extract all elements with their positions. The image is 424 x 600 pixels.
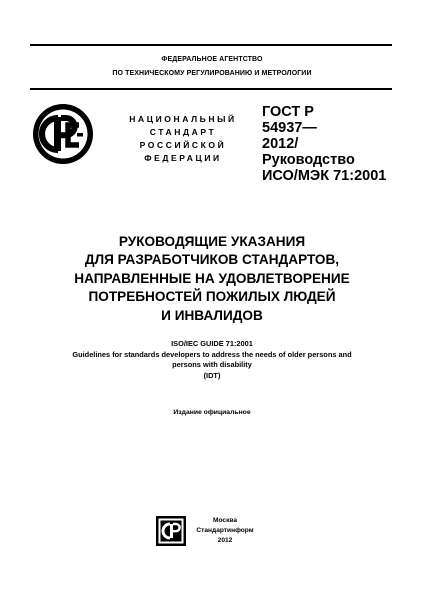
- document-title: [0, 233, 424, 325]
- national-line-1: НАЦИОНАЛЬНЫЙ: [129, 114, 237, 124]
- agency-line-1: ФЕДЕРАЛЬНОЕ АГЕНТСТВО: [161, 56, 263, 63]
- publisher-block: [192, 516, 258, 546]
- agency-line-2: ПО ТЕХНИЧЕСКОМУ РЕГУЛИРОВАНИЮ И МЕТРОЛОГИИ: [112, 70, 312, 77]
- title-line-5: И ИНВАЛИДОВ: [161, 307, 263, 323]
- publisher-city: Москва: [212, 517, 238, 524]
- title-line-3: НАПРАВЛЕННЫЕ НА УДОВЛЕТВОРЕНИЕ: [74, 270, 350, 286]
- publication-year: 2012: [217, 537, 233, 544]
- gost-r-circle-logo-icon: [32, 103, 94, 165]
- header-rule: [30, 88, 392, 90]
- top-rule: [30, 44, 392, 46]
- standard-designation: [262, 104, 402, 184]
- english-line-4: (IDT): [203, 370, 221, 380]
- edition-note: Издание официальное: [173, 409, 251, 416]
- english-title-block: [0, 339, 424, 381]
- english-line-1: ISO/IEC GUIDE 71:2001: [171, 339, 253, 348]
- publisher-name: Стандартинформ: [196, 527, 254, 534]
- national-line-3: РОССИЙСКОЙ: [139, 140, 227, 150]
- standartinform-logo-icon: [156, 516, 186, 546]
- title-line-2: ДЛЯ РАЗРАБОТЧИКОВ СТАНДАРТОВ,: [84, 252, 340, 268]
- designation-line-5: ИСО/МЭК 71:2001: [262, 168, 387, 184]
- english-line-2: Guidelines for standards developers to address the needs of older persons and: [72, 349, 352, 359]
- title-line-4: ПОТРЕБНОСТЕЙ ПОЖИЛЫХ ЛЮДЕЙ: [88, 289, 336, 305]
- national-line-2: СТАНДАРТ: [149, 127, 217, 137]
- designation-line-3: 2012/: [262, 136, 299, 152]
- national-line-4: ФЕДЕРАЦИИ: [144, 153, 222, 163]
- designation-line-4: Руководство: [262, 152, 355, 168]
- english-line-3: persons with disability: [172, 360, 252, 370]
- designation-line-1: ГОСТ Р: [262, 104, 314, 120]
- title-line-1: РУКОВОДЯЩИЕ УКАЗАНИЯ: [118, 234, 306, 249]
- national-standard-label: [116, 113, 250, 165]
- designation-line-2: 54937—: [262, 120, 317, 136]
